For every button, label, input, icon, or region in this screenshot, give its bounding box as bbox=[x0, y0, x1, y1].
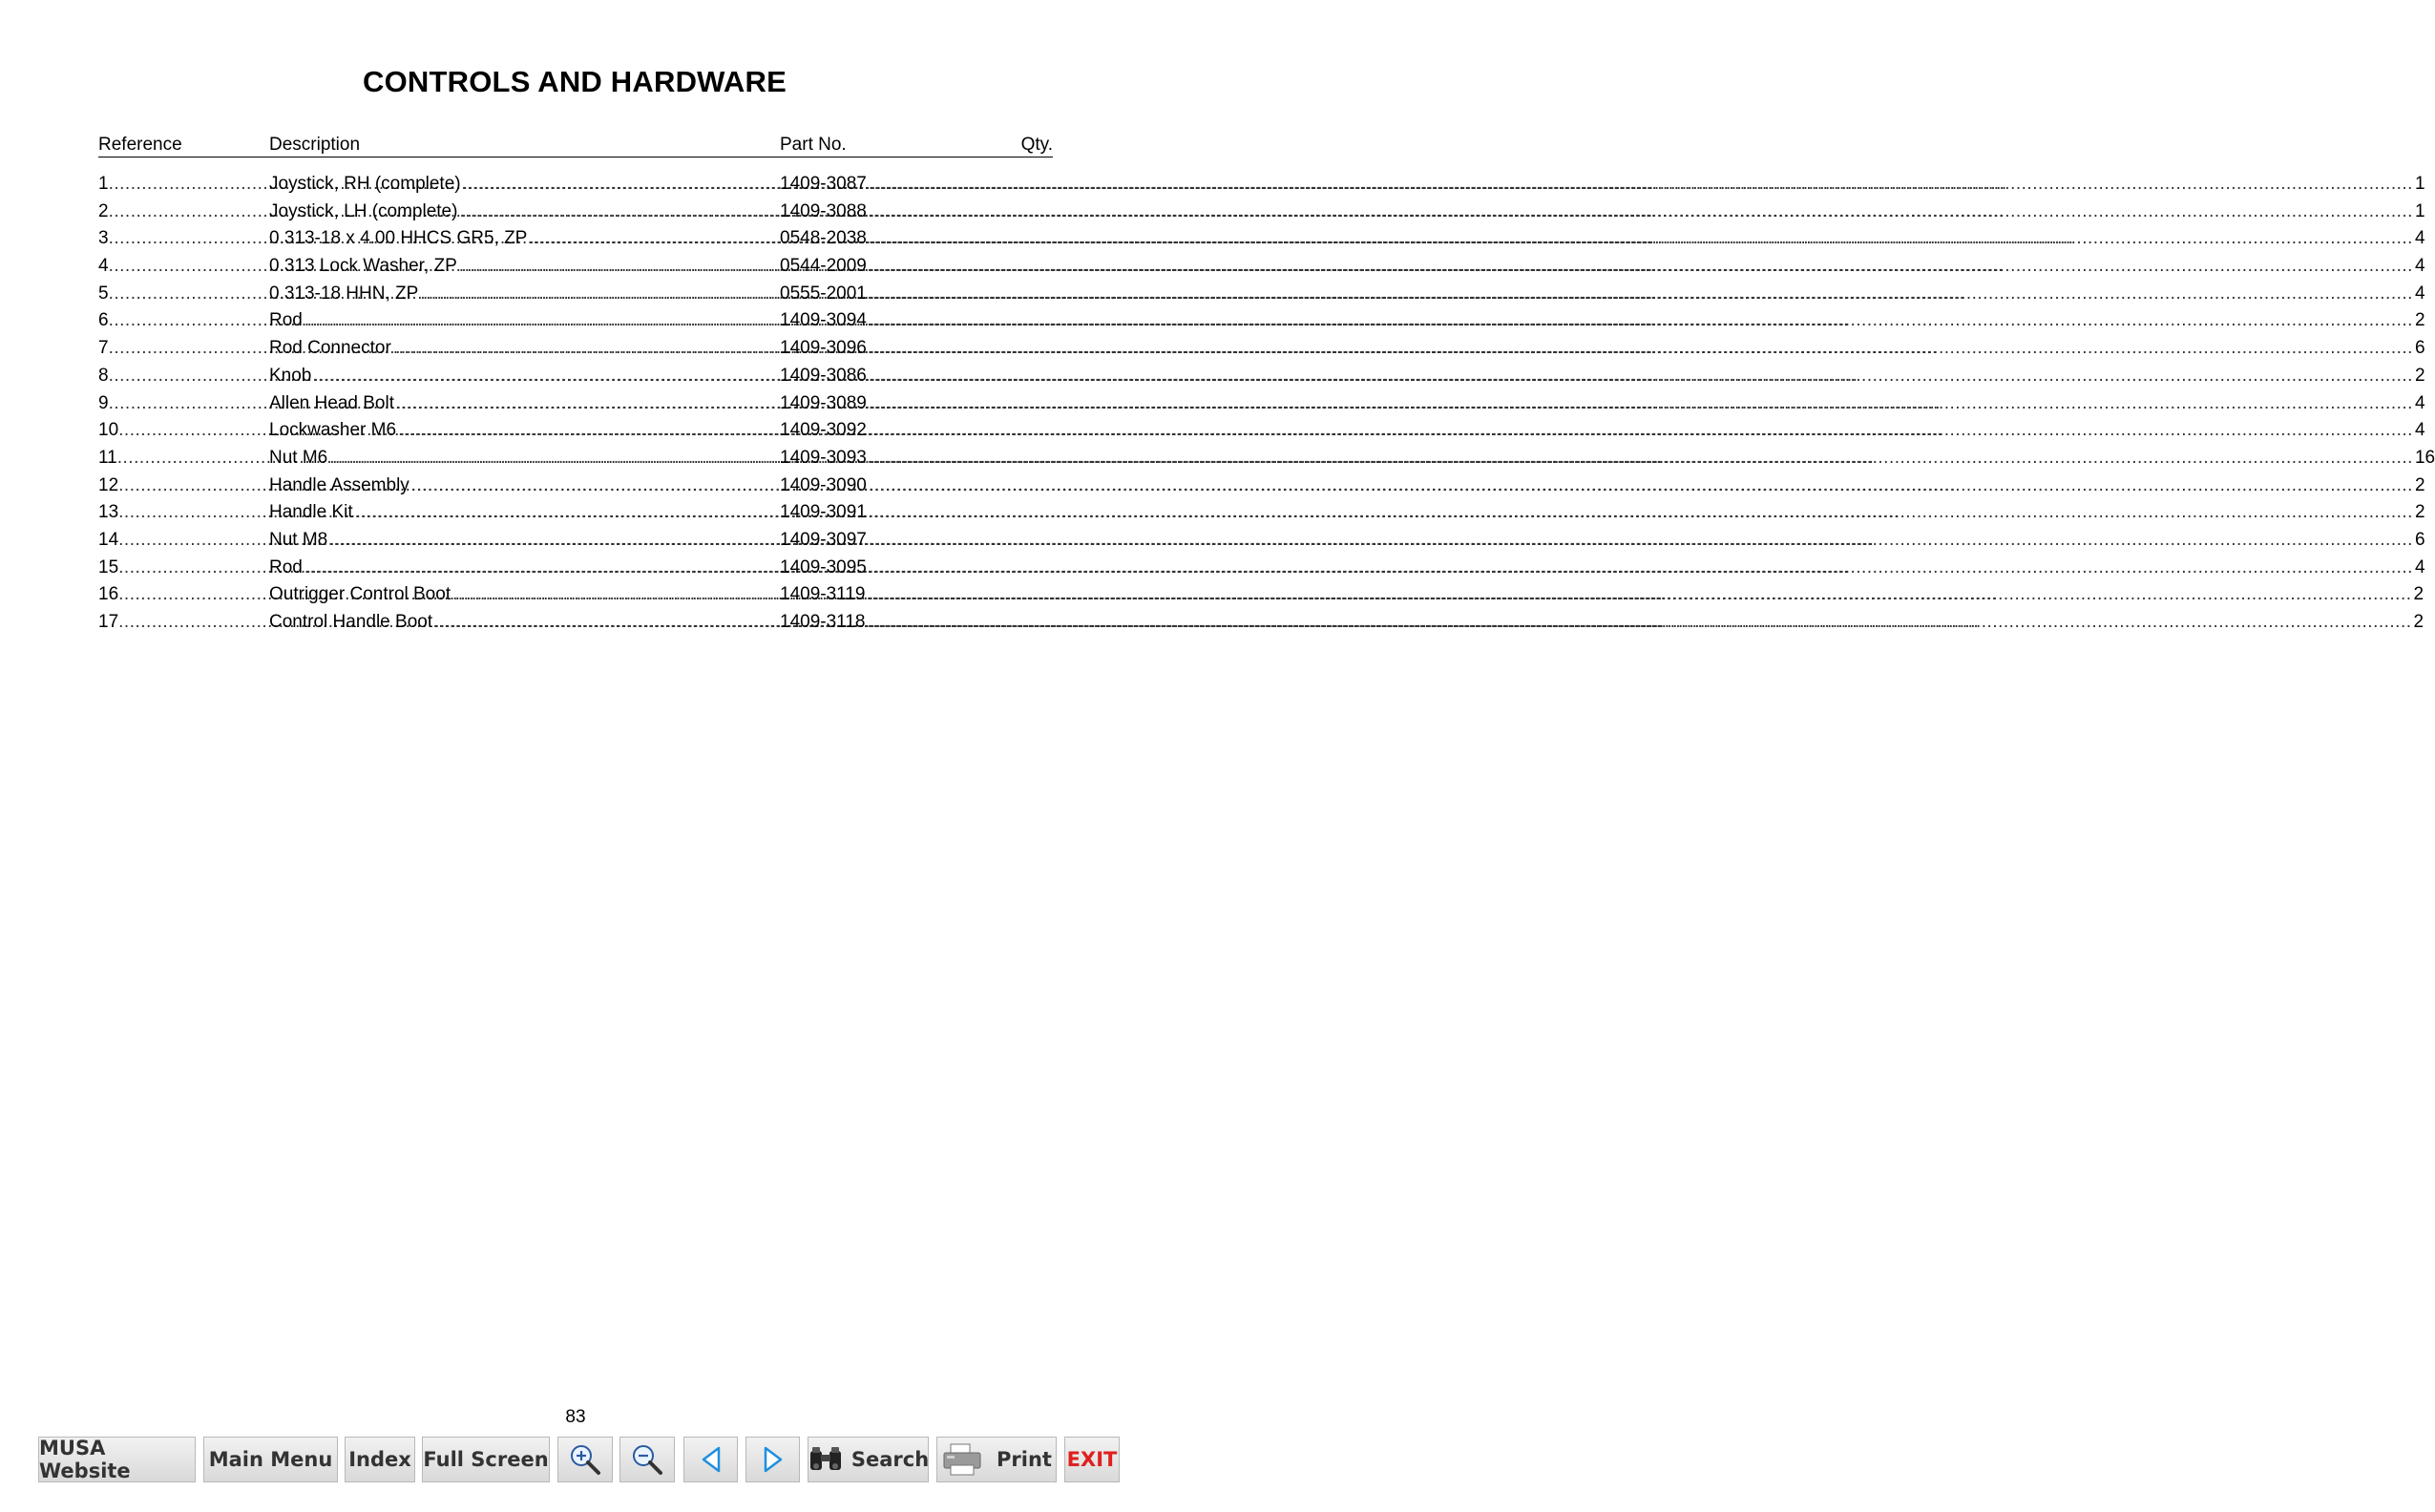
part-qty-cell bbox=[780, 199, 2425, 226]
column-header-description: Description bbox=[269, 135, 361, 155]
reference-value: 11 bbox=[98, 447, 117, 468]
reference-cell bbox=[98, 581, 269, 609]
table-row bbox=[98, 472, 2425, 500]
qty-value: 2 bbox=[2413, 584, 2425, 605]
full-screen-button[interactable] bbox=[422, 1437, 550, 1482]
page-number: 83 bbox=[565, 1407, 586, 1427]
zoom-out-button[interactable] bbox=[619, 1437, 675, 1482]
dot-leader bbox=[867, 199, 2415, 226]
index-label: Index bbox=[348, 1448, 411, 1471]
part-qty-cell bbox=[780, 555, 2425, 582]
dot-leader bbox=[867, 307, 2415, 335]
dot-leader bbox=[867, 281, 2415, 308]
part-number-value: 1409-3097 bbox=[780, 529, 867, 550]
qty-value: 6 bbox=[2414, 338, 2425, 359]
qty-value: 4 bbox=[2414, 556, 2425, 578]
description-value: Joystick, LH (complete) bbox=[269, 200, 458, 221]
exit-label: EXIT bbox=[1066, 1448, 1118, 1471]
reference-value: 13 bbox=[98, 502, 119, 523]
reference-value: 2 bbox=[98, 200, 109, 221]
part-qty-cell bbox=[780, 307, 2425, 335]
description-cell bbox=[269, 199, 780, 226]
column-header-qty: Qty. bbox=[1020, 135, 1053, 155]
dot-leader bbox=[867, 171, 2415, 199]
dot-leader bbox=[867, 499, 2415, 527]
printer-icon bbox=[941, 1442, 983, 1477]
part-number-value: 1409-3091 bbox=[780, 502, 867, 523]
reference-cell bbox=[98, 363, 269, 390]
description-value: 0.313-18 x 4.00 HHCS GR5, ZP bbox=[269, 228, 528, 249]
column-header-part-no: Part No. bbox=[780, 135, 847, 155]
full-screen-label: Full Screen bbox=[423, 1448, 549, 1471]
table-row bbox=[98, 253, 2425, 281]
table-row bbox=[98, 281, 2425, 308]
description-value: 0.313 Lock Washer, ZP bbox=[269, 256, 457, 277]
part-qty-cell bbox=[780, 225, 2425, 253]
part-qty-cell bbox=[780, 335, 2425, 363]
part-qty-cell bbox=[780, 609, 2424, 637]
part-qty-cell bbox=[780, 499, 2425, 527]
table-row bbox=[98, 363, 2425, 390]
description-value: Lockwasher M6 bbox=[269, 420, 397, 441]
reference-value: 12 bbox=[98, 474, 119, 495]
reference-value: 8 bbox=[98, 365, 109, 386]
reference-value: 14 bbox=[98, 529, 119, 550]
reference-cell bbox=[98, 281, 269, 308]
reference-value: 5 bbox=[98, 283, 109, 304]
page-title: CONTROLS AND HARDWARE bbox=[363, 65, 787, 98]
description-value: Rod Connector bbox=[269, 338, 391, 359]
reference-value: 10 bbox=[98, 420, 119, 441]
description-cell bbox=[269, 417, 780, 445]
dot-leader bbox=[867, 555, 2415, 582]
main-menu-button[interactable] bbox=[203, 1437, 338, 1482]
reference-cell bbox=[98, 472, 269, 500]
dot-leader bbox=[867, 225, 2415, 253]
zoom-out-icon bbox=[631, 1443, 663, 1476]
next-page-button[interactable] bbox=[745, 1437, 800, 1482]
part-qty-cell bbox=[780, 281, 2425, 308]
print-label: Print bbox=[997, 1448, 1052, 1471]
qty-value: 2 bbox=[2414, 310, 2425, 331]
reference-value: 15 bbox=[98, 556, 119, 578]
description-value: Nut M8 bbox=[269, 529, 328, 550]
part-number-value: 1409-3086 bbox=[780, 365, 867, 386]
description-cell bbox=[269, 307, 780, 335]
description-value: Rod bbox=[269, 310, 303, 331]
description-cell bbox=[269, 253, 780, 281]
table-header bbox=[98, 134, 1053, 158]
table-row bbox=[98, 390, 2425, 418]
dot-leader bbox=[867, 527, 2415, 555]
description-cell bbox=[269, 445, 780, 472]
reference-cell bbox=[98, 445, 269, 472]
dot-leader bbox=[867, 390, 2415, 418]
part-number-value: 1409-3092 bbox=[780, 420, 867, 441]
zoom-in-icon bbox=[569, 1443, 601, 1476]
table-row bbox=[98, 307, 2425, 335]
table-row bbox=[98, 335, 2425, 363]
part-qty-cell bbox=[780, 363, 2425, 390]
table-row bbox=[98, 499, 2425, 527]
part-number-value: 1409-3089 bbox=[780, 392, 867, 413]
qty-value: 4 bbox=[2414, 420, 2425, 441]
part-qty-cell bbox=[780, 472, 2425, 500]
qty-value: 16 bbox=[2414, 447, 2435, 468]
part-number-value: 0544-2009 bbox=[780, 256, 867, 277]
qty-value: 4 bbox=[2414, 256, 2425, 277]
exit-button[interactable] bbox=[1064, 1437, 1120, 1482]
binoculars-icon bbox=[808, 1445, 844, 1474]
dot-leader bbox=[867, 363, 2415, 390]
description-cell bbox=[269, 171, 780, 199]
description-value: Knob bbox=[269, 365, 312, 386]
search-label: Search bbox=[850, 1448, 930, 1471]
part-number-value: 1409-3118 bbox=[780, 612, 866, 632]
qty-value: 2 bbox=[2414, 502, 2425, 523]
part-number-value: 1409-3095 bbox=[780, 556, 867, 578]
dot-leader bbox=[867, 253, 2415, 281]
reference-cell bbox=[98, 225, 269, 253]
reference-cell bbox=[98, 499, 269, 527]
part-number-value: 0555-2001 bbox=[780, 283, 867, 304]
table-body bbox=[98, 171, 2435, 637]
reference-cell bbox=[98, 199, 269, 226]
qty-value: 4 bbox=[2414, 392, 2425, 413]
part-qty-cell bbox=[780, 171, 2425, 199]
reference-cell bbox=[98, 417, 269, 445]
table-row bbox=[98, 171, 2425, 199]
qty-value: 2 bbox=[2414, 365, 2425, 386]
dot-leader bbox=[867, 472, 2415, 500]
print-button[interactable] bbox=[936, 1437, 1057, 1482]
table-row bbox=[98, 527, 2425, 555]
part-qty-cell bbox=[780, 253, 2425, 281]
dot-leader bbox=[867, 417, 2415, 445]
description-value: Nut M6 bbox=[269, 447, 328, 468]
description-cell bbox=[269, 390, 780, 418]
table-row bbox=[98, 445, 2435, 472]
triangle-right-icon bbox=[762, 1445, 785, 1474]
table-row bbox=[98, 199, 2425, 226]
dot-leader bbox=[865, 581, 2413, 609]
qty-value: 1 bbox=[2414, 174, 2425, 194]
reference-cell bbox=[98, 307, 269, 335]
dot-leader bbox=[867, 445, 2415, 472]
qty-value: 4 bbox=[2414, 283, 2425, 304]
reference-value: 17 bbox=[98, 612, 119, 632]
description-value: Allen Head Bolt bbox=[269, 392, 394, 413]
part-number-value: 1409-3090 bbox=[780, 474, 867, 495]
parts-table bbox=[98, 134, 2435, 637]
description-cell bbox=[269, 555, 780, 582]
table-row bbox=[98, 609, 2425, 637]
description-value: Handle Assembly bbox=[269, 474, 409, 495]
index-button[interactable] bbox=[345, 1437, 415, 1482]
description-cell bbox=[269, 609, 780, 637]
part-number-value: 1409-3094 bbox=[780, 310, 867, 331]
description-cell bbox=[269, 499, 780, 527]
table-row bbox=[98, 581, 2425, 609]
description-value: 0.313-18 HHN, ZP bbox=[269, 283, 419, 304]
reference-value: 4 bbox=[98, 256, 109, 277]
description-cell bbox=[269, 281, 780, 308]
description-value: Rod bbox=[269, 556, 303, 578]
part-number-value: 1409-3119 bbox=[780, 584, 866, 605]
description-cell bbox=[269, 472, 780, 500]
part-qty-cell bbox=[780, 445, 2435, 472]
description-cell bbox=[269, 335, 780, 363]
part-number-value: 1409-3096 bbox=[780, 338, 867, 359]
part-qty-cell bbox=[780, 390, 2425, 418]
part-qty-cell bbox=[780, 581, 2424, 609]
reference-cell bbox=[98, 527, 269, 555]
reference-value: 3 bbox=[98, 228, 109, 249]
reference-value: 1 bbox=[98, 174, 109, 194]
musa-website-label: MUSA Website bbox=[39, 1437, 131, 1482]
reference-cell bbox=[98, 390, 269, 418]
description-value: Joystick, RH (complete) bbox=[269, 174, 461, 194]
part-number-value: 0548-2038 bbox=[780, 228, 867, 249]
reference-value: 16 bbox=[98, 584, 119, 605]
part-number-value: 1409-3088 bbox=[780, 200, 867, 221]
description-cell bbox=[269, 225, 780, 253]
qty-value: 1 bbox=[2414, 200, 2425, 221]
table-row bbox=[98, 555, 2425, 582]
part-number-value: 1409-3093 bbox=[780, 447, 867, 468]
qty-value: 4 bbox=[2414, 228, 2425, 249]
reference-value: 7 bbox=[98, 338, 109, 359]
table-row bbox=[98, 417, 2425, 445]
description-value: Outrigger Control Boot bbox=[269, 584, 451, 605]
table-row bbox=[98, 225, 2425, 253]
qty-value: 6 bbox=[2414, 529, 2425, 550]
description-cell bbox=[269, 581, 780, 609]
reference-cell bbox=[98, 253, 269, 281]
dot-leader bbox=[867, 335, 2415, 363]
previous-page-button[interactable] bbox=[683, 1437, 738, 1482]
main-menu-label: Main Menu bbox=[208, 1448, 333, 1471]
part-number-value: 1409-3087 bbox=[780, 174, 867, 194]
description-value: Handle Kit bbox=[269, 502, 353, 523]
reference-cell bbox=[98, 335, 269, 363]
dot-leader bbox=[865, 609, 2413, 637]
triangle-left-icon bbox=[700, 1445, 723, 1474]
qty-value: 2 bbox=[2413, 612, 2425, 632]
part-qty-cell bbox=[780, 527, 2425, 555]
search-button[interactable] bbox=[808, 1437, 929, 1482]
musa-website-button[interactable] bbox=[38, 1437, 196, 1482]
description-cell bbox=[269, 363, 780, 390]
part-qty-cell bbox=[780, 417, 2425, 445]
description-value: Control Handle Boot bbox=[269, 612, 433, 632]
description-cell bbox=[269, 527, 780, 555]
reference-cell bbox=[98, 555, 269, 582]
reference-value: 9 bbox=[98, 392, 109, 413]
zoom-in-button[interactable] bbox=[557, 1437, 613, 1482]
reference-value: 6 bbox=[98, 310, 109, 331]
reference-cell bbox=[98, 609, 269, 637]
reference-cell bbox=[98, 171, 269, 199]
column-header-reference: Reference bbox=[98, 135, 182, 155]
qty-value: 2 bbox=[2414, 474, 2425, 495]
